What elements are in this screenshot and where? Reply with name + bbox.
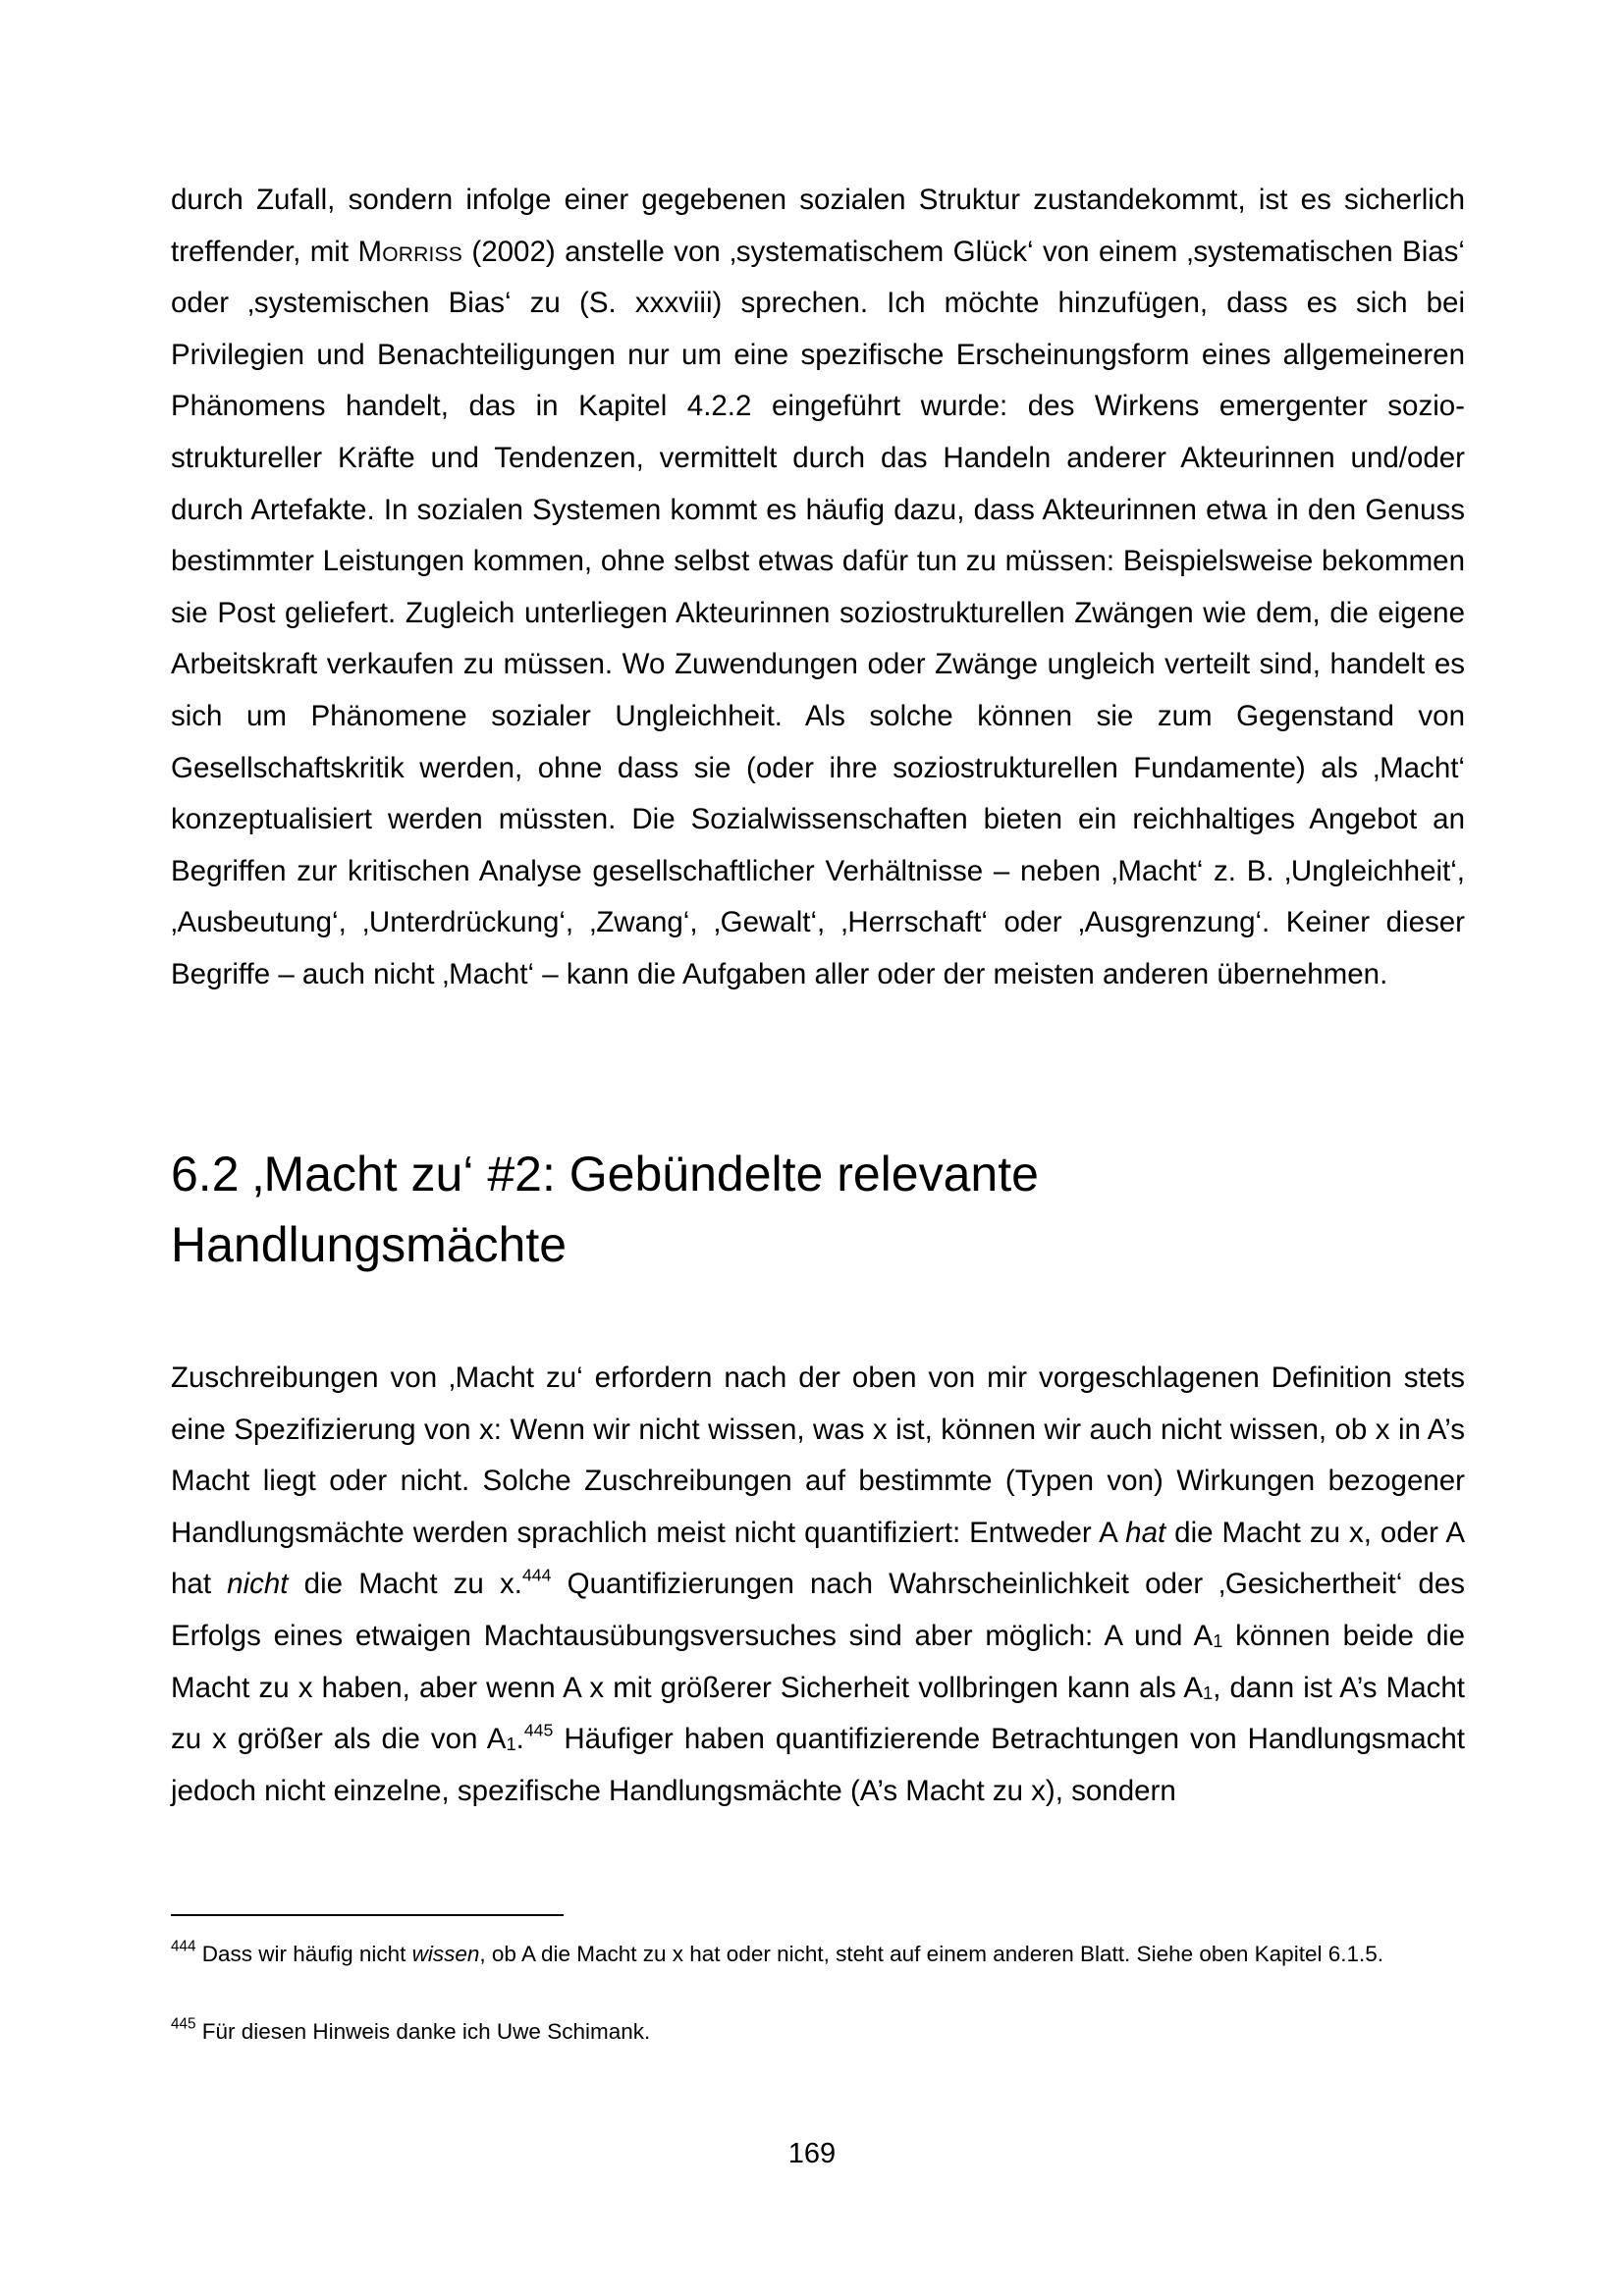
footnote-ref-444[interactable]: 444 xyxy=(521,1565,552,1585)
footnote-444: $^{444}$ Dass wir häufig nicht wissen, ob A die Macht zu x hat oder nicht, steht auf einem anderen Blatt. Siehe oben Kapitel 6.1.5. xyxy=(171,1938,1384,1966)
page-number: 169 xyxy=(787,2138,837,2169)
footnote-divider xyxy=(171,1914,564,1916)
footnote-ref-445[interactable]: 445 xyxy=(523,1720,554,1740)
section-heading: 6.2 ‚Macht zu‘ #2: Gebündelte relevante Handlungsmächte xyxy=(171,1147,1039,1272)
footnote-445: $^{445}$ Für diesen Hinweis danke ich Uwe Schimank. xyxy=(171,2015,651,2044)
body-paragraph-2: Zuschreibungen von ‚Macht zu‘ erfordern nach der oben von mir vorgeschlagenen Definition stets eine Spezifizierung von x: Wenn wir nicht wissen, was x ist, können wir auch nicht wissen, ob x in A’s Macht liegt oder nicht. Solche Zuschreibungen auf bestimmte (Typen von) Wirkungen bezogener Handlungsmächte werden sprachlich meist nicht quantifiziert: Entweder A hat die Macht zu x, oder A hat nicht die Macht zu x.$^{444}$ Quantifizierungen nach Wahrscheinlichkeit oder ‚Gesichertheit‘ des Erfolgs eines etwaigen Machtausübungsversuches sind aber möglich: A und $A_1$ können beide die Macht zu x haben, aber wenn A x mit größerer Sicherheit vollbringen kann als $A_1$, dann ist A’s Macht zu x größer als die von $A_1.^{445}$ Häufiger haben quantifizierende Betrachtungen von Handlungsmacht jedoch nicht einzelne, spezifische Handlungsmächte (A’s Macht zu x), sondern xyxy=(171,1362,1465,1807)
author-smallcaps: Morriss xyxy=(357,235,462,268)
body-paragraph-1: durch Zufall, sondern infolge einer gegebenen sozialen Struktur zustandekommt, ist es sicherlich treffender, mit Morriss (2002) anstelle von ‚systematischem Glück‘ von einem ‚systematischen Bias‘ oder ‚systemischen Bias‘ zu (S. xxxviii) sprechen. Ich möchte hinzufügen, dass es sich bei Privilegien und Benachteiligungen nur um eine spezifische Erscheinungsform eines allgemeineren Phänomens handelt, das in Kapitel 4.2.2 eingeführt wurde: des Wirkens emergenter soziostruktureller Kräfte und Tendenzen, vermittelt durch das Handeln anderer Akteurinnen und/oder durch Artefakte. In sozialen Systemen kommt es häufig dazu, dass Akteurinnen etwa in den Genuss bestimmter Leistungen kommen, ohne selbst etwas dafür tun zu müssen: Beispielsweise bekommen sie Post geliefert. Zugleich unterliegen Akteurinnen soziostrukturellen Zwängen wie dem, die eigene Arbeitskraft verkaufen zu müssen. Wo Zuwendungen oder Zwänge ungleich verteilt sind, handelt es sich um Phänomene sozialer Ungleichheit. Als solche können sie zum Gegenstand von Gesellschaftskritik werden, ohne dass sie (oder ihre soziostrukturellen Fundamente) als ‚Macht‘ konzeptualisiert werden müssten. Die Sozialwissenschaften bieten ein reichhaltiges Angebot an Begriffen zur kritischen Analyse gesellschaftlicher Verhältnisse – neben ‚Macht‘ z. B. ‚Ungleichheit‘, ‚Ausbeutung‘, ‚Unterdrückung‘, ‚Zwang‘, ‚Gewalt‘, ‚Herrschaft‘ oder ‚Ausgrenzung‘. Keiner dieser Begriffe – auch nicht ‚Macht‘ – kann die Aufgaben aller oder der meisten anderen übernehmen. xyxy=(171,184,1465,990)
